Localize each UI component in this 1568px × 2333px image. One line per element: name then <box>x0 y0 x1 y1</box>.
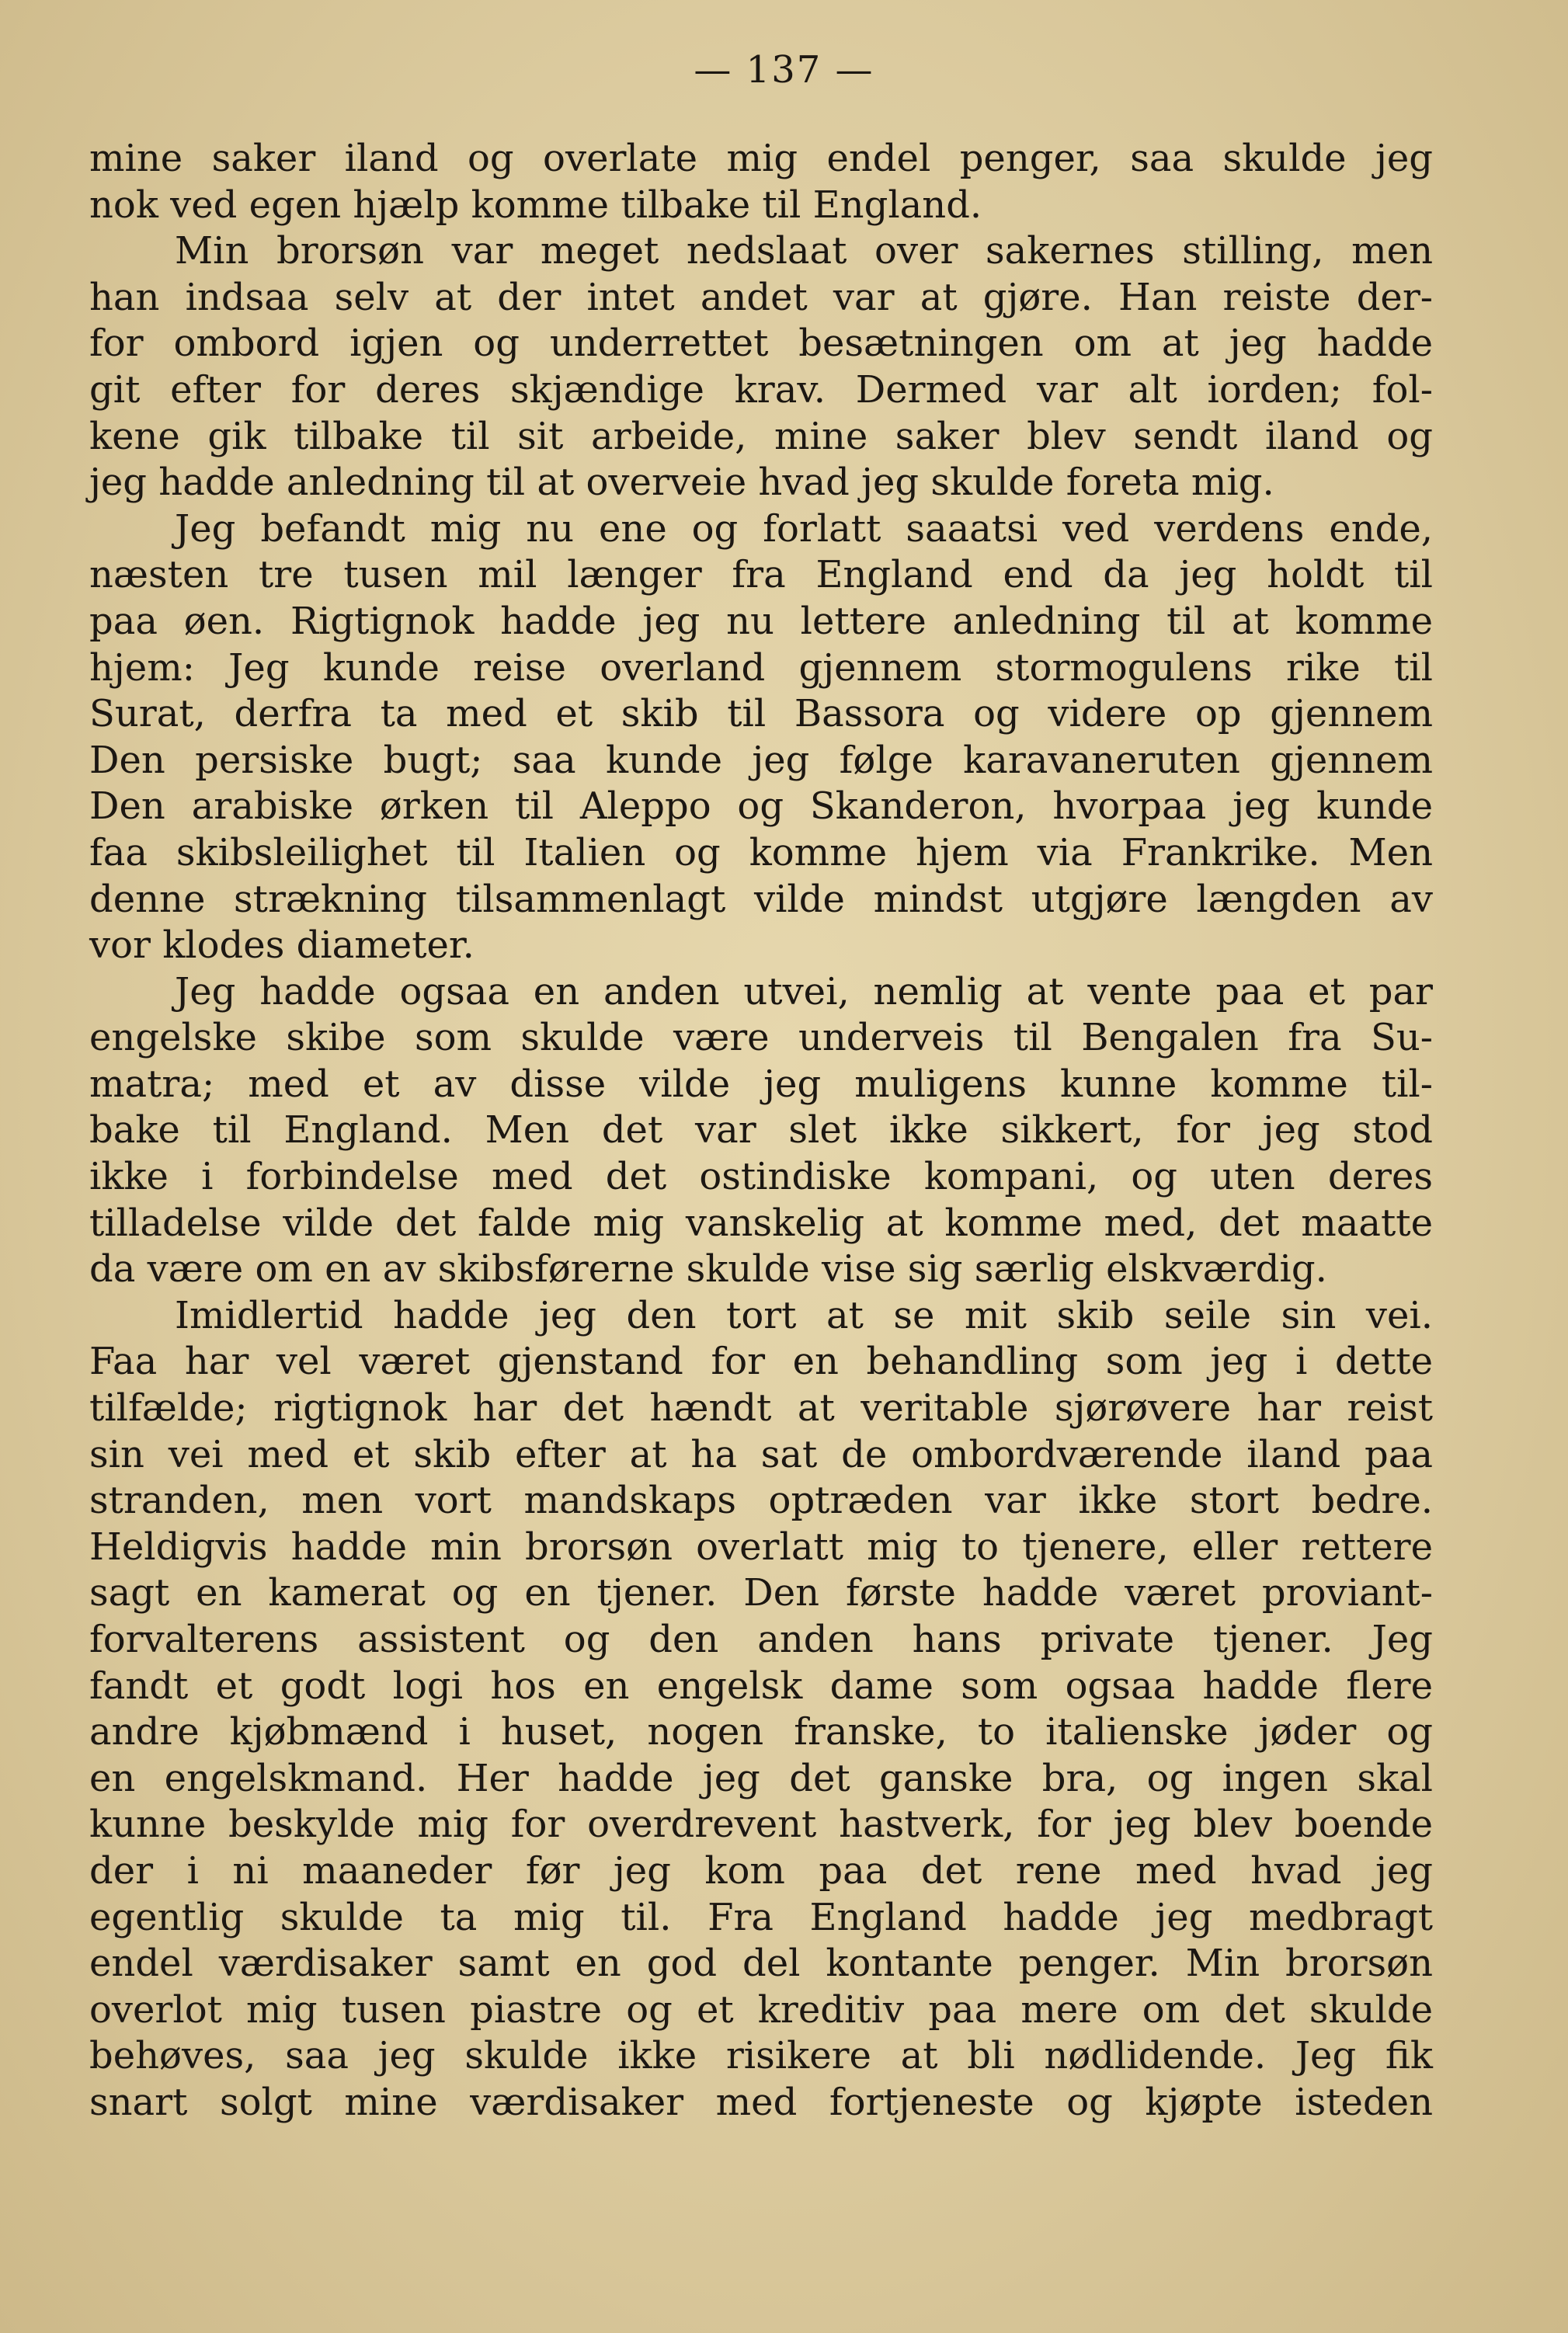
text-line: Faa har vel været gjenstand for en behandling som jeg i dette <box>89 1340 1433 1384</box>
text-line: snart solgt mine værdisaker med fortjeneste og kjøpte isteden <box>89 2080 1433 2124</box>
body-text <box>89 136 1433 2126</box>
text-line: endel værdisaker samt en god del kontante penger. Min brorsøn <box>89 1942 1433 1986</box>
text-line: tilladelse vilde det falde mig vanskelig at komme med, det maatte <box>89 1201 1433 1245</box>
text-line: tilfælde; rigtignok har det hændt at veritable sjørøvere har reist <box>89 1386 1433 1431</box>
text-line: Den persiske bugt; saa kunde jeg følge karavaneruten gjennem <box>89 738 1433 782</box>
text-line: ikke i forbindelse med det ostindiske kompani, og uten deres <box>89 1155 1433 1199</box>
text-line: denne strækning tilsammenlagt vilde mindst utgjøre længden av <box>89 877 1433 921</box>
text-line: behøves, saa jeg skulde ikke risikere at bli nødlidende. Jeg fik <box>89 2034 1433 2078</box>
text-line: mine saker iland og overlate mig endel penger, saa skulde jeg <box>89 137 1433 180</box>
text-line: fandt et godt logi hos en engelsk dame som ogsaa hadde flere <box>89 1664 1433 1708</box>
text-line: egentlig skulde ta mig til. Fra England hadde jeg medbragt <box>89 1895 1433 1939</box>
text-line: næsten tre tusen mil længer fra England end da jeg holdt til <box>89 553 1433 597</box>
page-number: — 137 — <box>694 48 874 92</box>
text-line: en engelskmand. Her hadde jeg det ganske bra, og ingen skal <box>89 1756 1433 1800</box>
text-line: overlot mig tusen piastre og et kreditiv paa mere om det skulde <box>89 1987 1433 2032</box>
text-line: git efter for deres skjændige krav. Dermed var alt iorden; fol- <box>89 367 1433 412</box>
text-line: nok ved egen hjælp komme tilbake til England. <box>89 183 982 227</box>
text-line: andre kjøbmænd i huset, nogen franske, to italienske jøder og <box>89 1710 1433 1754</box>
text-line: der i ni maaneder før jeg kom paa det rene med hvad jeg <box>89 1848 1433 1893</box>
text-line: Min brorsøn var meget nedslaat over sakernes stilling, men <box>175 229 1433 273</box>
text-line: sagt en kamerat og en tjener. Den første hadde været proviant- <box>89 1571 1433 1615</box>
text-line: bake til England. Men det var slet ikke sikkert, for jeg stod <box>89 1108 1433 1153</box>
text-line: kene gik tilbake til sit arbeide, mine saker blev sendt iland og <box>89 414 1433 458</box>
text-line: Den arabiske ørken til Aleppo og Skanderon, hvorpaa jeg kunde <box>89 784 1433 829</box>
text-line: Jeg hadde ogsaa en anden utvei, nemlig at vente paa et par <box>175 969 1433 1014</box>
text-line: jeg hadde anledning til at overveie hvad jeg skulde foreta mig. <box>89 461 1274 505</box>
text-line: for ombord igjen og underrettet besætningen om at jeg hadde <box>89 322 1433 366</box>
text-line: faa skibsleilighet til Italien og komme hjem via Frankrike. Men <box>89 830 1433 874</box>
text-line: stranden, men vort mandskaps optræden var ikke stort bedre. <box>89 1479 1433 1523</box>
text-line: han indsaa selv at der intet andet var at gjøre. Han reiste der- <box>89 275 1433 319</box>
paragraph <box>89 969 1433 1293</box>
text-line: hjem: Jeg kunde reise overland gjennem stormogulens rike til <box>89 645 1433 690</box>
text-line: Heldigvis hadde min brorsøn overlatt mig to tjenere, eller rettere <box>89 1525 1433 1569</box>
text-line: vor klodes diameter. <box>89 923 475 968</box>
text-line: Surat, derfra ta med et skib til Bassora og videre op gjennem <box>89 692 1433 736</box>
paragraph <box>89 228 1433 506</box>
text-line: engelske skibe som skulde være underveis til Bengalen fra Su- <box>89 1016 1433 1060</box>
text-line: Jeg befandt mig nu ene og forlatt saaatsi ved verdens ende, <box>175 506 1433 551</box>
text-line: da være om en av skibsførerne skulde vise sig særlig elskværdig. <box>89 1247 1327 1292</box>
paragraph <box>89 1293 1433 2126</box>
text-line: matra; med et av disse vilde jeg muligens kunne komme til- <box>89 1062 1433 1106</box>
text-line: kunne beskylde mig for overdrevent hastverk, for jeg blev boende <box>89 1803 1433 1847</box>
text-line: paa øen. Rigtignok hadde jeg nu lettere anledning til at komme <box>89 599 1433 643</box>
paragraph <box>89 136 1433 228</box>
text-line: sin vei med et skib efter at ha sat de ombordværende iland paa <box>89 1432 1433 1476</box>
text-line: Imidlertid hadde jeg den tort at se mit skib seile sin vei. <box>175 1293 1433 1337</box>
paragraph <box>89 506 1433 969</box>
text-line: forvalterens assistent og den anden hans private tjener. Jeg <box>89 1618 1433 1661</box>
